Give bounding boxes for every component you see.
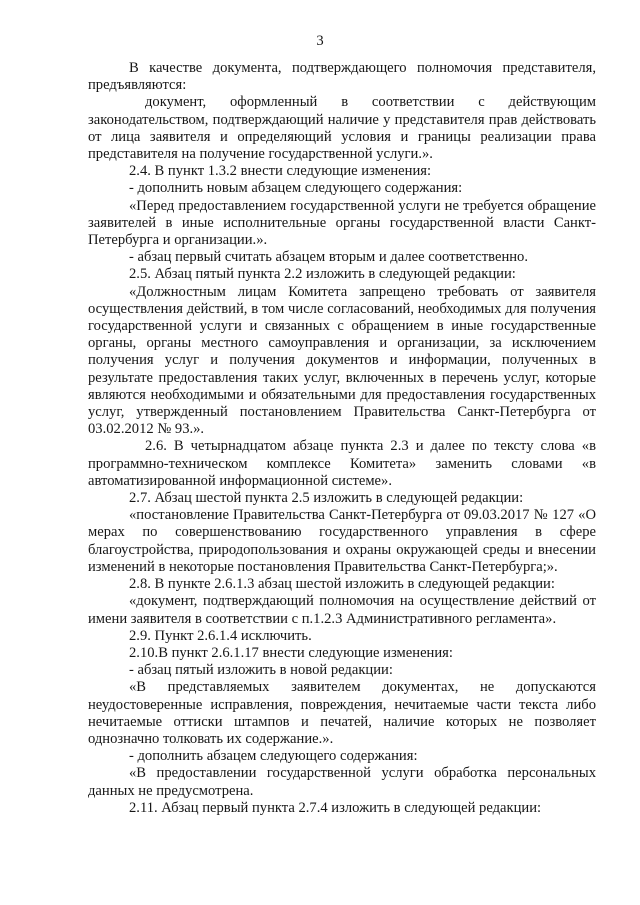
paragraph: - абзац первый считать абзацем вторым и далее соответственно. (129, 249, 529, 266)
paragraph: «Должностным лицам Комитета запрещено требовать от заявителя осуществления действий, в том числе согласований, необходимых для получения государственной услуги и связанных с обращением в иные государственные органы, органы местного самоуправления и организации, за исключением получения услуг и получения документов и информации, полученных в результате предоставления таких услуг, включенных в перечень услуг, которые являются необходимыми и обязательными для предоставления государственных услуг, утвержденный постановлением Правительства Санкт-Петербурга от 03.02.2012 № 93.». (88, 283, 596, 438)
document-body (88, 60, 596, 817)
page-number: 3 (316, 33, 324, 49)
paragraph: В качестве документа, подтверждающего полномочия представителя, предъявляются: (88, 60, 596, 94)
paragraph: 2.8. В пункте 2.6.1.3 абзац шестой изложить в следующей редакции: (129, 576, 555, 593)
paragraph: «В предоставлении государственной услуги обработка персональных данных не предусмотрена. (88, 765, 596, 799)
paragraph: 2.6. В четырнадцатом абзаце пункта 2.3 и далее по тексту слова «в программно-техническом комплексе Комитета» заменить словами «в автоматизированной информационной системе». (88, 438, 596, 489)
paragraph: «документ, подтверждающий полномочия на осуществление действий от имени заявителя в соответствии с п.1.2.3 Административного регламента». (88, 593, 596, 627)
paragraph: 2.9. Пункт 2.6.1.4 исключить. (129, 627, 312, 644)
paragraph: «постановление Правительства Санкт-Петербурга от 09.03.2017 № 127 «О мерах по совершенствованию государственного управления в сфере благоустройства, природопользования и охраны окружающей среды и внесении изменений в некоторые постановления Правительства Санкт-Петербурга;». (88, 507, 596, 575)
paragraph: - дополнить абзацем следующего содержания: (129, 748, 418, 765)
paragraph: «Перед предоставлением государственной услуги не требуется обращение заявителей в иные исполнительные органы государственной власти Санкт-Петербурга и организации.». (88, 197, 596, 249)
paragraph: 2.11. Абзац первый пункта 2.7.4 изложить в следующей редакции: (129, 799, 542, 816)
paragraph: - дополнить новым абзацем следующего содержания: (129, 180, 463, 197)
paragraph: «В представляемых заявителем документах, не допускаются неудостоверенные исправления, повреждения, нечитаемые части текста либо нечитаемые оттиски штампов и печатей, наличие которых не позволяет однозначно толковать их содержание.». (88, 679, 596, 747)
paragraph: 2.5. Абзац пятый пункта 2.2 изложить в следующей редакции: (129, 266, 516, 283)
paragraph: документ, оформленный в соответствии с действующим законодательством, подтверждающий наличие у представителя прав действовать от лица заявителя и определяющий условия и границы реализации права представителя на получение государственной услуги.». (88, 94, 596, 163)
paragraph: 2.7. Абзац шестой пункта 2.5 изложить в следующей редакции: (129, 490, 524, 507)
paragraph: 2.4. В пункт 1.3.2 внести следующие изменения: (129, 163, 432, 180)
paragraph: - абзац пятый изложить в новой редакции: (129, 662, 393, 679)
paragraph: 2.10.В пункт 2.6.1.17 внести следующие изменения: (129, 644, 453, 661)
